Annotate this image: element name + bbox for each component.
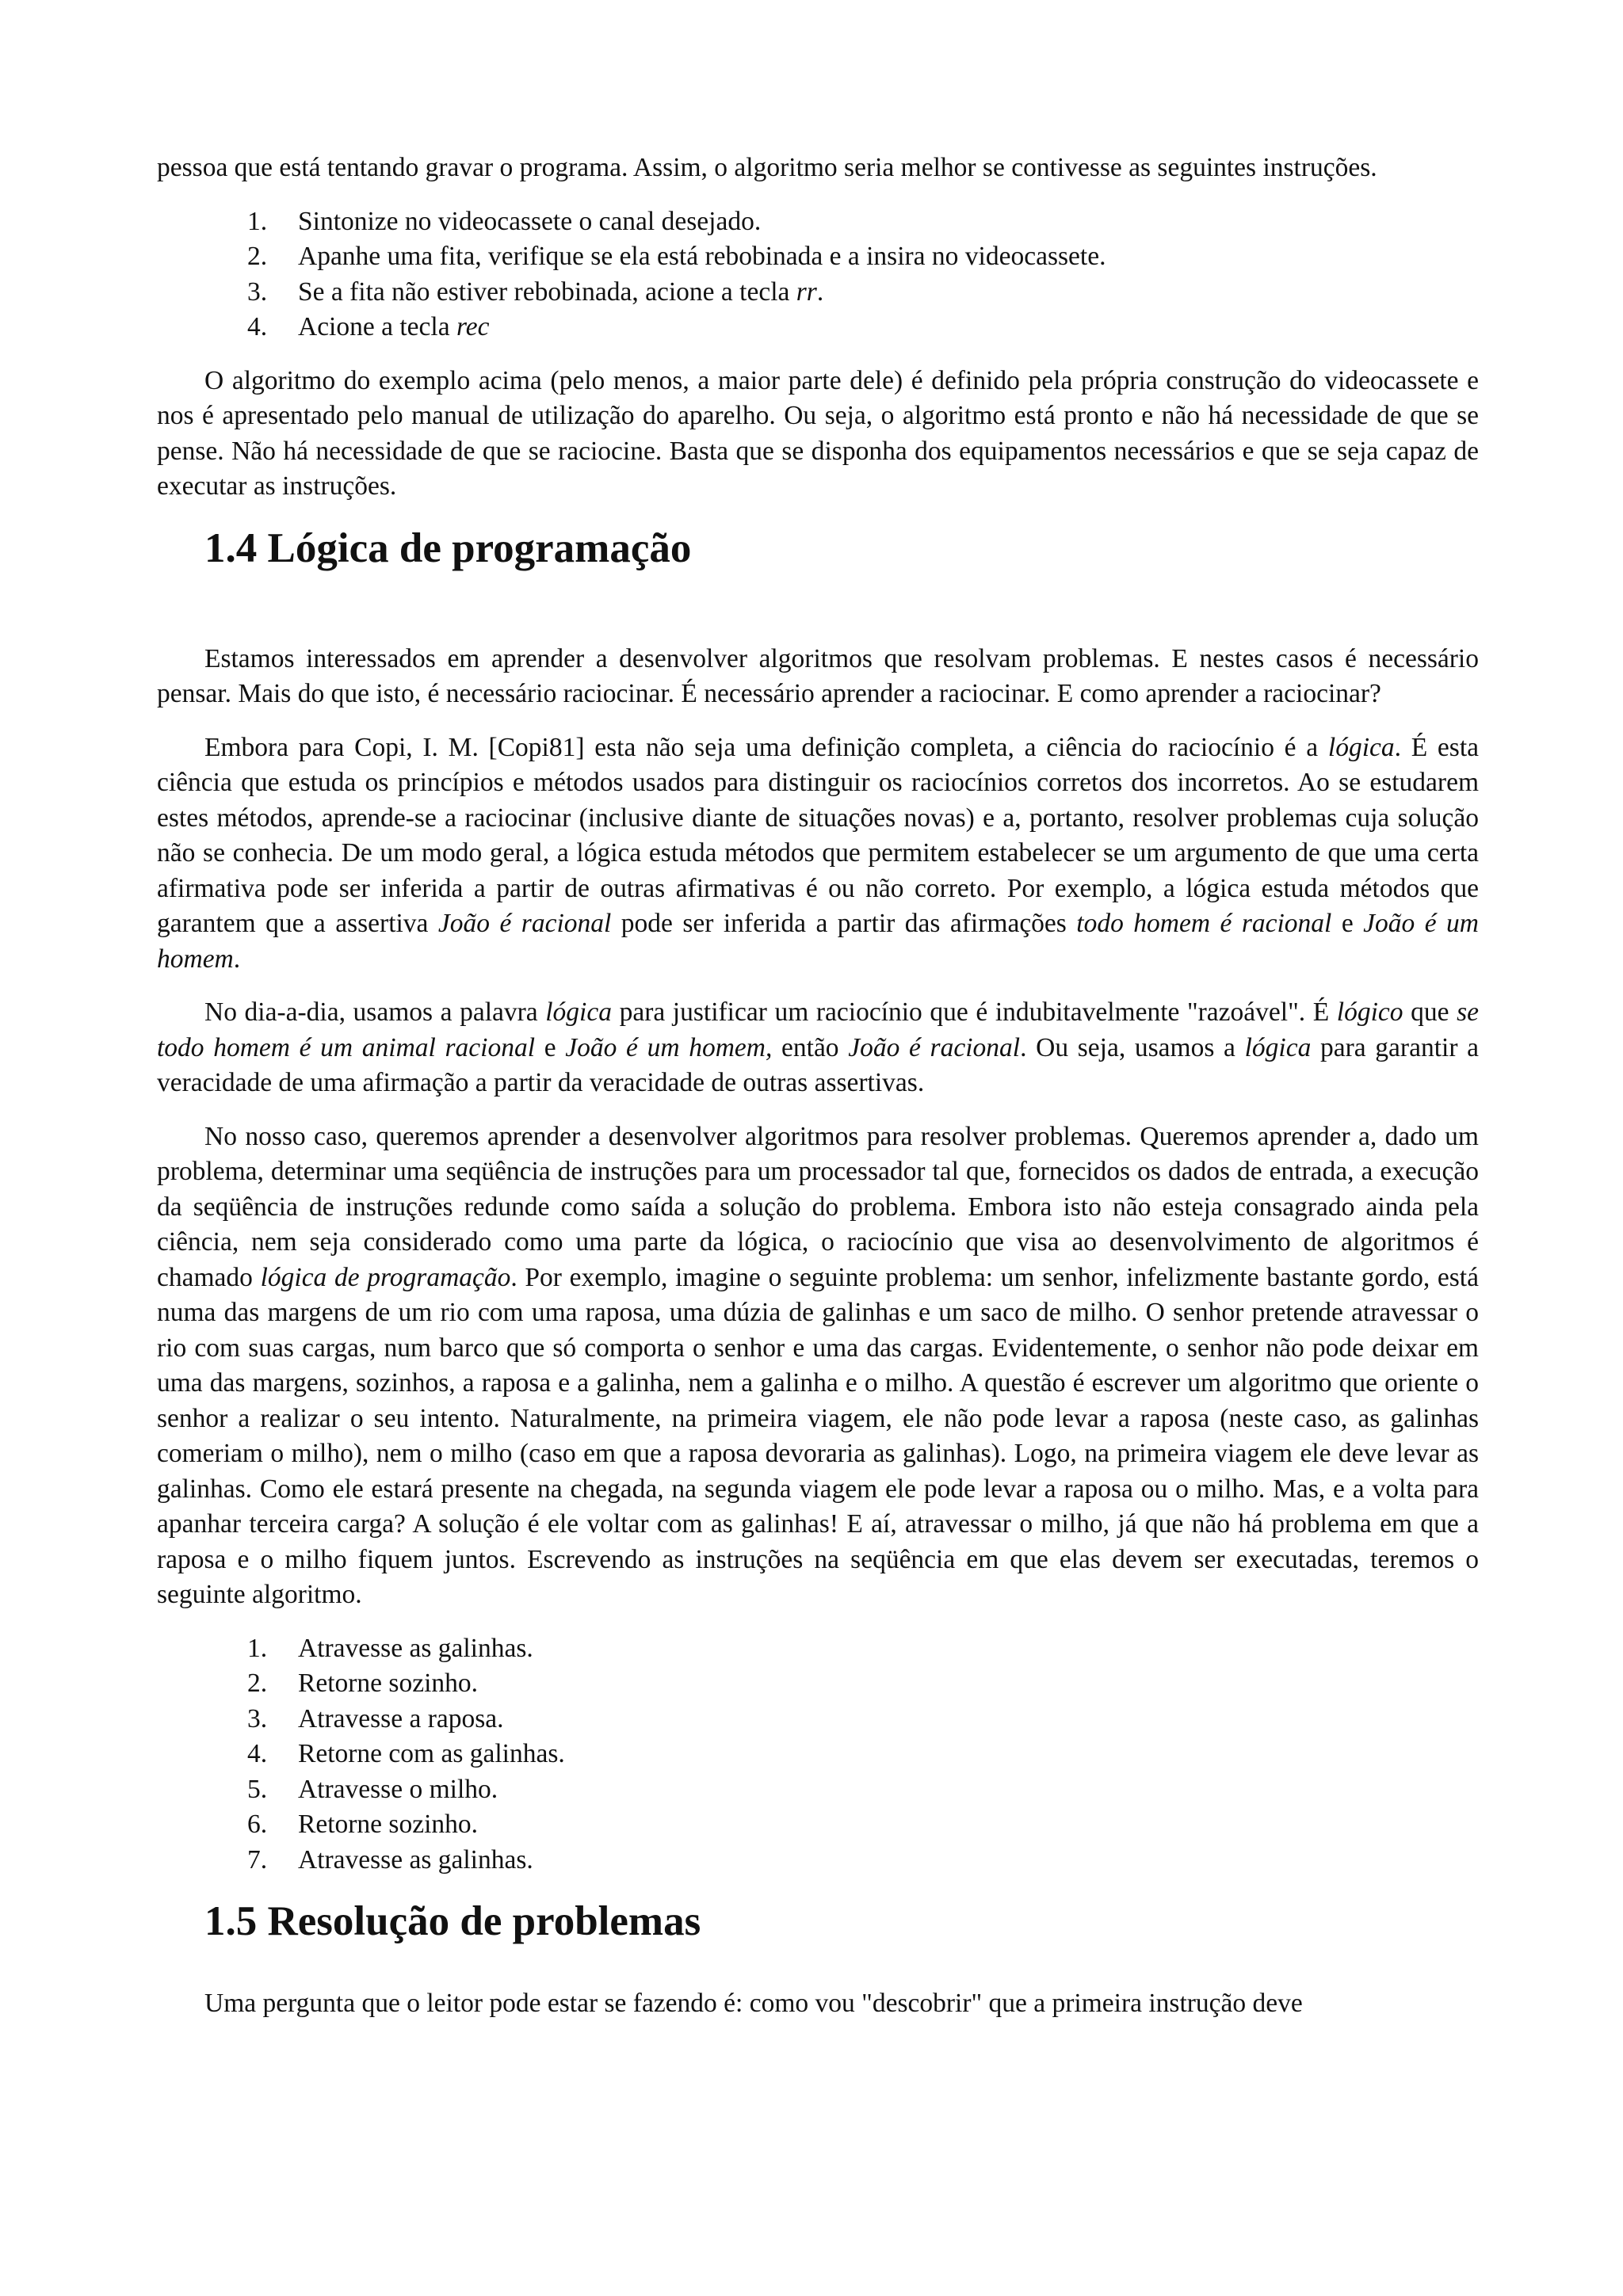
paragraph-text: . Ou seja, usamos a	[1020, 1032, 1245, 1062]
paragraph-text: Embora para Copi, I. M. [Copi81] esta não seja uma definição completa, a ciência do raciocínio é a	[204, 732, 1328, 762]
list-item-number: 3.	[247, 1703, 268, 1733]
list-item-number: 3.	[247, 277, 268, 307]
emphasis: lógica de programação	[260, 1262, 511, 1292]
list-item	[157, 1807, 1479, 1843]
paragraph-vcr-explanation	[157, 364, 1479, 505]
list-item	[157, 239, 1479, 275]
list-item-number: 6.	[247, 1810, 268, 1839]
list-item-number: 2.	[247, 242, 268, 271]
emphasis: João é um homem,	[565, 1032, 773, 1062]
list-item-number: 4.	[247, 312, 268, 341]
paragraph-intro	[157, 151, 1479, 186]
paragraph-text: O algoritmo do exemplo acima (pelo menos, a maior parte dele) é definido pela própria construção do videocassete e nos é apresentado pelo manual de utilização do aparelho. Ou seja, o algoritmo está pronto e não há necessidade de que se pense. Não há necessidade de que se raciocine. Basta que se disponha dos equipamentos necessários e que se seja capaz de executar as instruções.	[157, 365, 1479, 501]
list-item-text: Retorne sozinho.	[298, 1669, 479, 1698]
list-item	[157, 310, 1479, 345]
paragraph-text: e	[1331, 909, 1364, 938]
list-item-number: 5.	[247, 1774, 268, 1804]
paragraph-text: pode ser inferida a partir das afirmações	[611, 909, 1077, 938]
paragraph-text: que	[1403, 997, 1457, 1027]
paragraph-intro-text: pessoa que está tentando gravar o programa. Assim, o algoritmo seria melhor se contivesse as seguintes instruções.	[157, 153, 1377, 182]
paragraph-text: então	[772, 1032, 849, 1062]
list-item	[157, 1737, 1479, 1772]
list-item-text: Acione a tecla	[298, 312, 456, 341]
list-item-text: Atravesse o milho.	[298, 1774, 498, 1804]
emphasis: lógica	[1327, 732, 1395, 762]
paragraph-text: Uma pergunta que o leitor pode estar se fazendo é: como vou "descobrir" que a primeira instrução deve	[204, 1989, 1303, 2018]
list-item	[157, 275, 1479, 311]
emphasis: lógica	[1244, 1032, 1312, 1062]
section-heading-resolucao-de-problemas: 1.5 Resolução de problemas	[204, 1898, 701, 1944]
list-item-text: Atravesse as galinhas.	[298, 1844, 533, 1875]
emphasis: João é racional	[437, 909, 612, 938]
paragraph-text: e	[535, 1032, 566, 1062]
paragraph-interest	[157, 642, 1479, 712]
list-item	[157, 1666, 1479, 1702]
list-item-text: Retorne sozinho.	[298, 1810, 479, 1839]
list-item-number: 7.	[247, 1844, 268, 1875]
section-heading-logica-de-programacao: 1.4 Lógica de programação	[204, 524, 692, 571]
list-item-text: Sintonize no videocassete o canal desejado.	[298, 206, 762, 236]
list-item-text: Atravesse as galinhas.	[298, 1633, 533, 1663]
list-item	[157, 1702, 1479, 1737]
emphasis: João é racional	[848, 1032, 1021, 1062]
list-item-text: Atravesse a raposa.	[298, 1703, 504, 1733]
vcr-instructions-list	[157, 204, 1479, 345]
list-item	[157, 1772, 1479, 1808]
emphasis: lógico	[1336, 997, 1403, 1027]
list-item	[157, 1631, 1479, 1667]
river-algorithm-list	[157, 1631, 1479, 1878]
paragraph-text: No nosso caso, queremos aprender a desenvolver algoritmos para resolver problemas. Queremos aprender a, dado um problema, determinar uma seqüência de instruções para um processador tal que, fornecidos os dados de entrada, a execução da seqüência de instruções redunde como saída a solução do problema. Embora isto não esteja consagrado ainda pela ciência, nem seja considerado como uma parte da lógica, o raciocínio que visa ao desenvolvimento de algoritmos é chamado	[157, 1121, 1479, 1292]
paragraph-text: .	[233, 944, 241, 974]
paragraph-everyday-logic	[157, 995, 1479, 1101]
key-name-emphasis: rec	[456, 312, 490, 341]
emphasis: todo homem é racional	[1076, 909, 1332, 938]
list-item-text: Retorne com as galinhas.	[298, 1739, 565, 1768]
paragraph-text: . É esta ciência que estuda os princípios e métodos usados para distinguir os raciocínios corretos dos incorretos. Ao se estudarem estes métodos, aprende-se a raciocinar (inclusive diante de situações novas) e a, portanto, resolver problemas cuja solução não se conhecia. De um modo geral, a lógica estuda métodos que permitem estabelecer se um argumento de que uma certa afirmativa pode ser inferida a partir de outras afirmativas é ou não correto. Por exemplo, a lógica estuda métodos que garantem que a assertiva	[157, 732, 1480, 938]
list-item-tail: .	[816, 277, 824, 307]
emphasis: João é um homem	[157, 909, 1479, 974]
paragraph-text: para justificar um raciocínio que é indubitavelmente "razoável". É	[611, 997, 1337, 1027]
emphasis: se todo homem é um animal racional	[157, 997, 1479, 1062]
list-item-number: 1.	[247, 1633, 268, 1663]
list-item	[157, 204, 1479, 240]
paragraph-river-problem	[157, 1119, 1479, 1613]
list-item-number: 2.	[247, 1669, 268, 1698]
list-item-number: 1.	[247, 206, 268, 236]
paragraph-question	[157, 1986, 1479, 2022]
key-name-emphasis: rr	[796, 277, 817, 307]
list-item-number: 4.	[247, 1739, 268, 1768]
document-page	[157, 151, 1479, 2040]
emphasis: lógica	[545, 997, 612, 1027]
paragraph-text: Estamos interessados em aprender a desenvolver algoritmos que resolvam problemas. E nestes casos é necessário pensar. Mais do que isto, é necessário raciocinar. É necessário aprender a raciocinar. E como aprender a raciocinar?	[157, 643, 1479, 708]
paragraph-text: . Por exemplo, imagine o seguinte problema: um senhor, infelizmente bastante gordo, está numa das margens de um rio com uma raposa, uma dúzia de galinhas e um saco de milho. O senhor pretende atravessar o rio com suas cargas, num barco que só comporta o senhor e uma das cargas. Evidentemente, o senhor não pode deixar em uma das margens, sozinhos, a raposa e a galinha, nem a galinha e o milho. A questão é escrever um algoritmo que oriente o senhor a realizar o seu intento. Naturalmente, na primeira viagem, ele não pode levar a raposa (neste caso, as galinhas comeriam o milho), nem o milho (caso em que a raposa devoraria as galinhas). Logo, na primeira viagem ele deve levar as galinhas. Como ele estará presente na chegada, na segunda viagem ele pode levar a raposa ou o milho. Mas, e a volta para apanhar terceira carga? A solução é ele voltar com as galinhas! E aí, atravessar o milho, já que não há problema em que a raposa e o milho fiquem juntos. Escrevendo as instruções na seqüência em que elas devem ser executadas, teremos o seguinte algoritmo.	[157, 1262, 1479, 1609]
list-item	[157, 1843, 1479, 1878]
paragraph-logic-definition	[157, 730, 1479, 978]
list-item-text: Apanhe uma fita, verifique se ela está rebobinada e a insira no videocassete.	[298, 242, 1106, 271]
paragraph-text: para garantir a veracidade de uma afirmação a partir da veracidade de outras assertivas.	[157, 1032, 1480, 1097]
list-item-text: Se a fita não estiver rebobinada, acione a tecla	[298, 277, 796, 307]
paragraph-text: No dia-a-dia, usamos a palavra	[204, 997, 546, 1027]
